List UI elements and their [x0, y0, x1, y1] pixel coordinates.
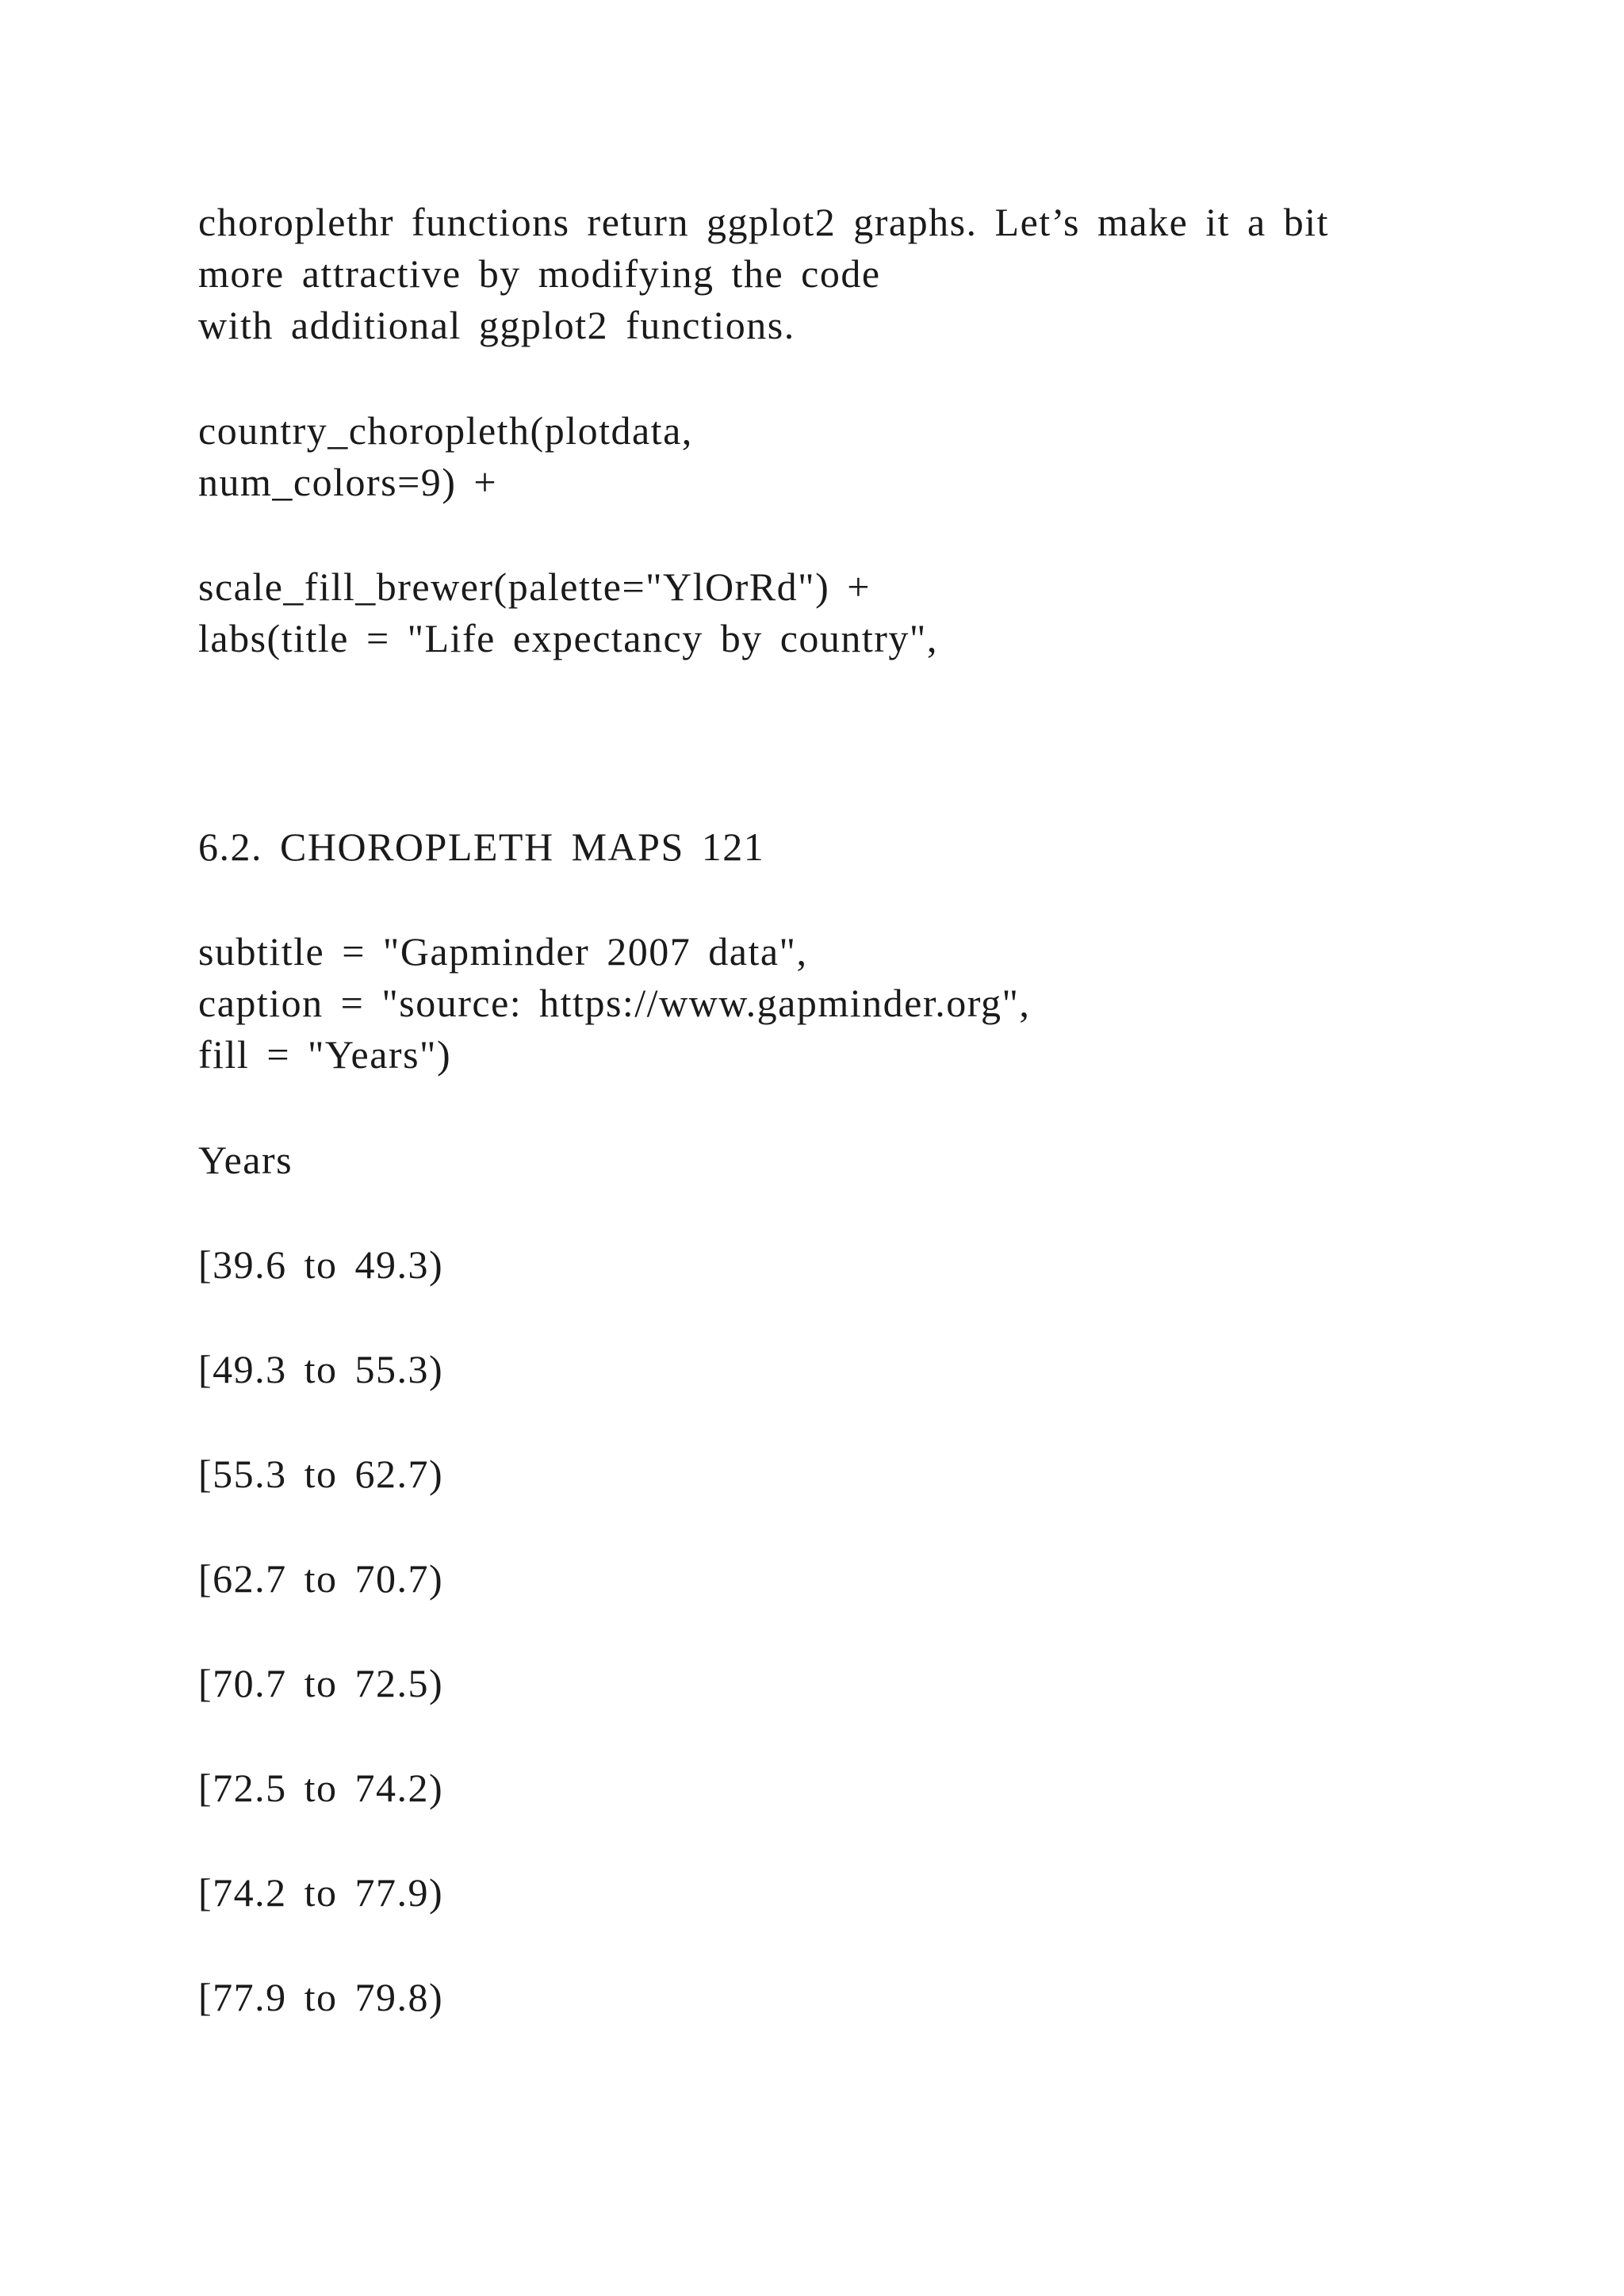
legend-item: [62.7 to 70.7)	[198, 1556, 444, 1601]
legend-item: [39.6 to 49.3)	[198, 1242, 444, 1287]
legend-item: [55.3 to 62.7)	[198, 1452, 444, 1496]
code-line: labs(title = "Life expectancy by country",	[198, 616, 938, 660]
page-header: 6.2. CHOROPLETH MAPS 121	[198, 825, 765, 869]
code-line: caption = "source: https://www.gapminder.org",	[198, 981, 1031, 1025]
legend-title: Years	[198, 1138, 293, 1182]
legend-item: [77.9 to 79.8)	[198, 1975, 444, 2019]
code-line: country_choropleth(plotdata,	[198, 408, 693, 453]
intro-text-line: with additional ggplot2 functions.	[198, 303, 795, 347]
legend-item: [74.2 to 77.9)	[198, 1870, 444, 1915]
legend-item: [72.5 to 74.2)	[198, 1766, 444, 1810]
code-line: num_colors=9) +	[198, 460, 498, 504]
code-line: scale_fill_brewer(palette="YlOrRd") +	[198, 564, 871, 609]
code-line: fill = "Years")	[198, 1032, 452, 1077]
legend-item: [70.7 to 72.5)	[198, 1661, 444, 1705]
intro-text-line: more attractive by modifying the code	[198, 251, 881, 296]
legend-item: [49.3 to 55.3)	[198, 1347, 444, 1391]
code-line: subtitle = "Gapminder 2007 data",	[198, 929, 808, 974]
intro-text-line: choroplethr functions return ggplot2 graphs. Let’s make it a bit	[198, 200, 1330, 244]
